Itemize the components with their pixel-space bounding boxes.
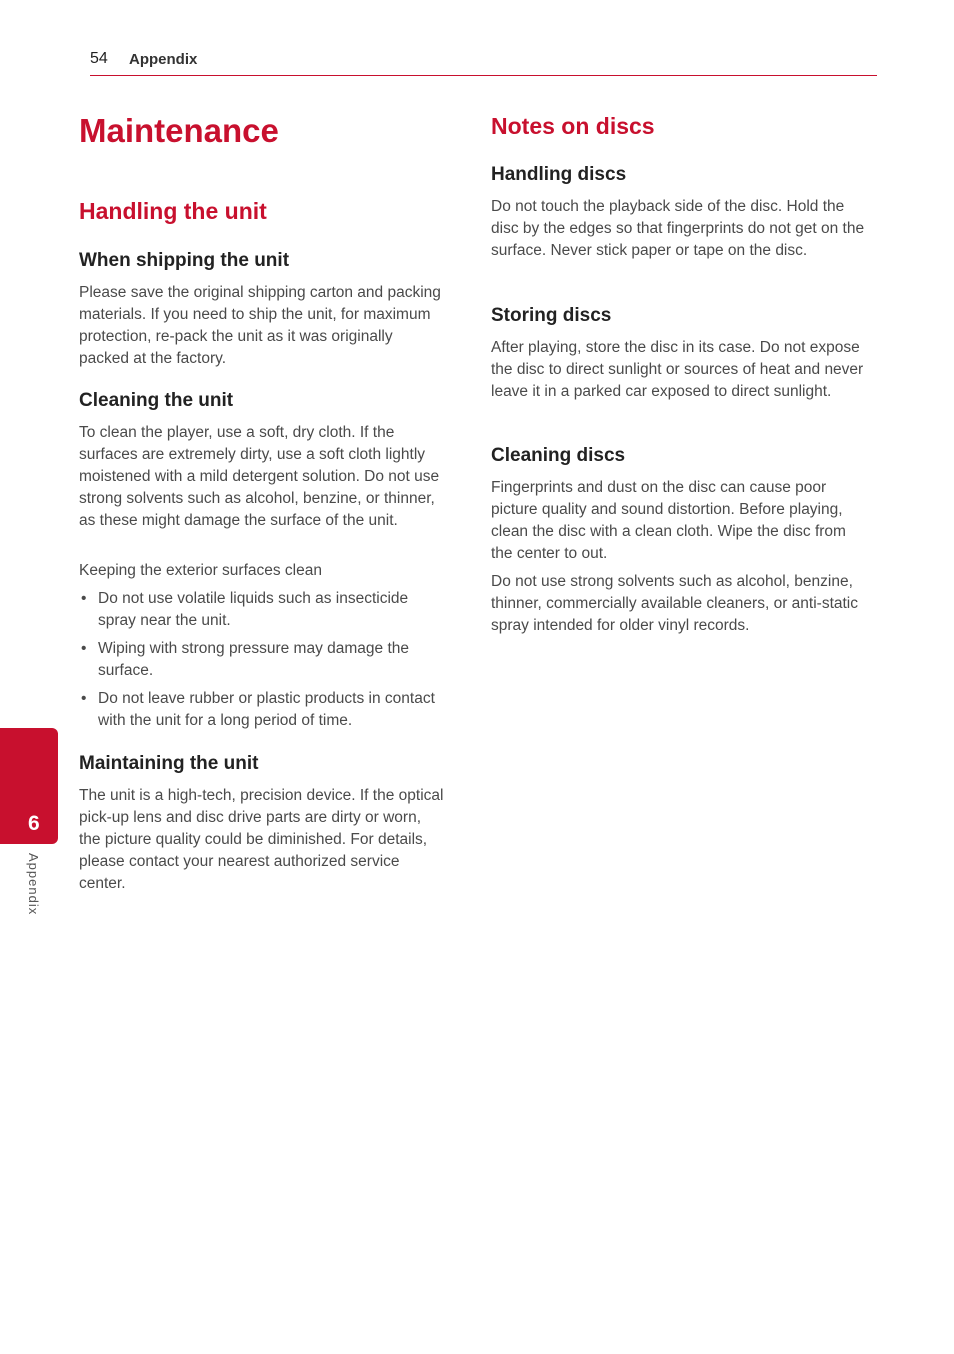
cleaning-body: To clean the player, use a soft, dry cloth. If the surfaces are extremely dirty, use a soft cloth lightly moistened with a mild detergent solution. Do not use strong solvents such as alcohol, benzine, or thinner, as these might damage the surface of the unit. — [79, 424, 440, 529]
heading-cleaning-unit: Cleaning the unit — [79, 390, 234, 411]
heading-handling-discs: Handling discs — [491, 164, 627, 185]
header-section-title: Appendix — [129, 51, 198, 68]
shipping-body: Please save the original shipping carton and packing materials. If you need to ship the unit, for maximum protection, re-pack the unit as it was originally packed at the factory. — [79, 284, 441, 367]
page-number: 54 — [90, 50, 108, 67]
maintaining-body: The unit is a high-tech, precision device. If the optical pick-up lens and disc drive parts are dirty or worn, the picture quality could be diminished. For details, please contact your nearest authorized service center. — [79, 787, 444, 892]
heading-storing-discs: Storing discs — [491, 305, 612, 326]
list-item: • Wiping with strong pressure may damage the surface. — [81, 640, 410, 679]
section-heading-notes-discs: Notes on discs — [491, 113, 655, 139]
heading-shipping-unit: When shipping the unit — [79, 250, 290, 271]
storing-discs-body: After playing, store the disc in its case. Do not expose the disc to direct sunlight or sources of heat and never leave it in a parked car exposed to direct sunlight. — [491, 339, 864, 400]
cleaning-discs-body-1: Fingerprints and dust on the disc can cause poor picture quality and sound distortion. Before playing, clean the disc with a clean cloth. Wipe the disc from the center to out. — [491, 479, 846, 562]
page-title: Maintenance — [79, 112, 279, 149]
exterior-intro: Keeping the exterior surfaces clean — [79, 562, 322, 579]
page-header — [90, 48, 877, 76]
heading-cleaning-discs: Cleaning discs — [491, 445, 626, 466]
cleaning-discs-body-2: Do not use strong solvents such as alcohol, benzine, thinner, commercially available cleaners, or anti-static spray intended for older vinyl records. — [491, 573, 858, 634]
list-item: • Do not leave rubber or plastic products in contact with the unit for a long period of time. — [81, 690, 435, 729]
heading-maintaining-unit: Maintaining the unit — [79, 753, 259, 774]
section-heading-handling-unit: Handling the unit — [79, 198, 267, 224]
chapter-number: 6 — [28, 812, 40, 835]
exterior-bullet-list — [79, 588, 445, 738]
list-item: • Do not use volatile liquids such as insecticide spray near the unit. — [81, 590, 409, 629]
handling-discs-body: Do not touch the playback side of the disc. Hold the disc by the edges so that fingerprints do not get on the surface. Never stick paper or tape on the disc. — [491, 198, 865, 259]
chapter-label: Appendix — [26, 853, 41, 916]
